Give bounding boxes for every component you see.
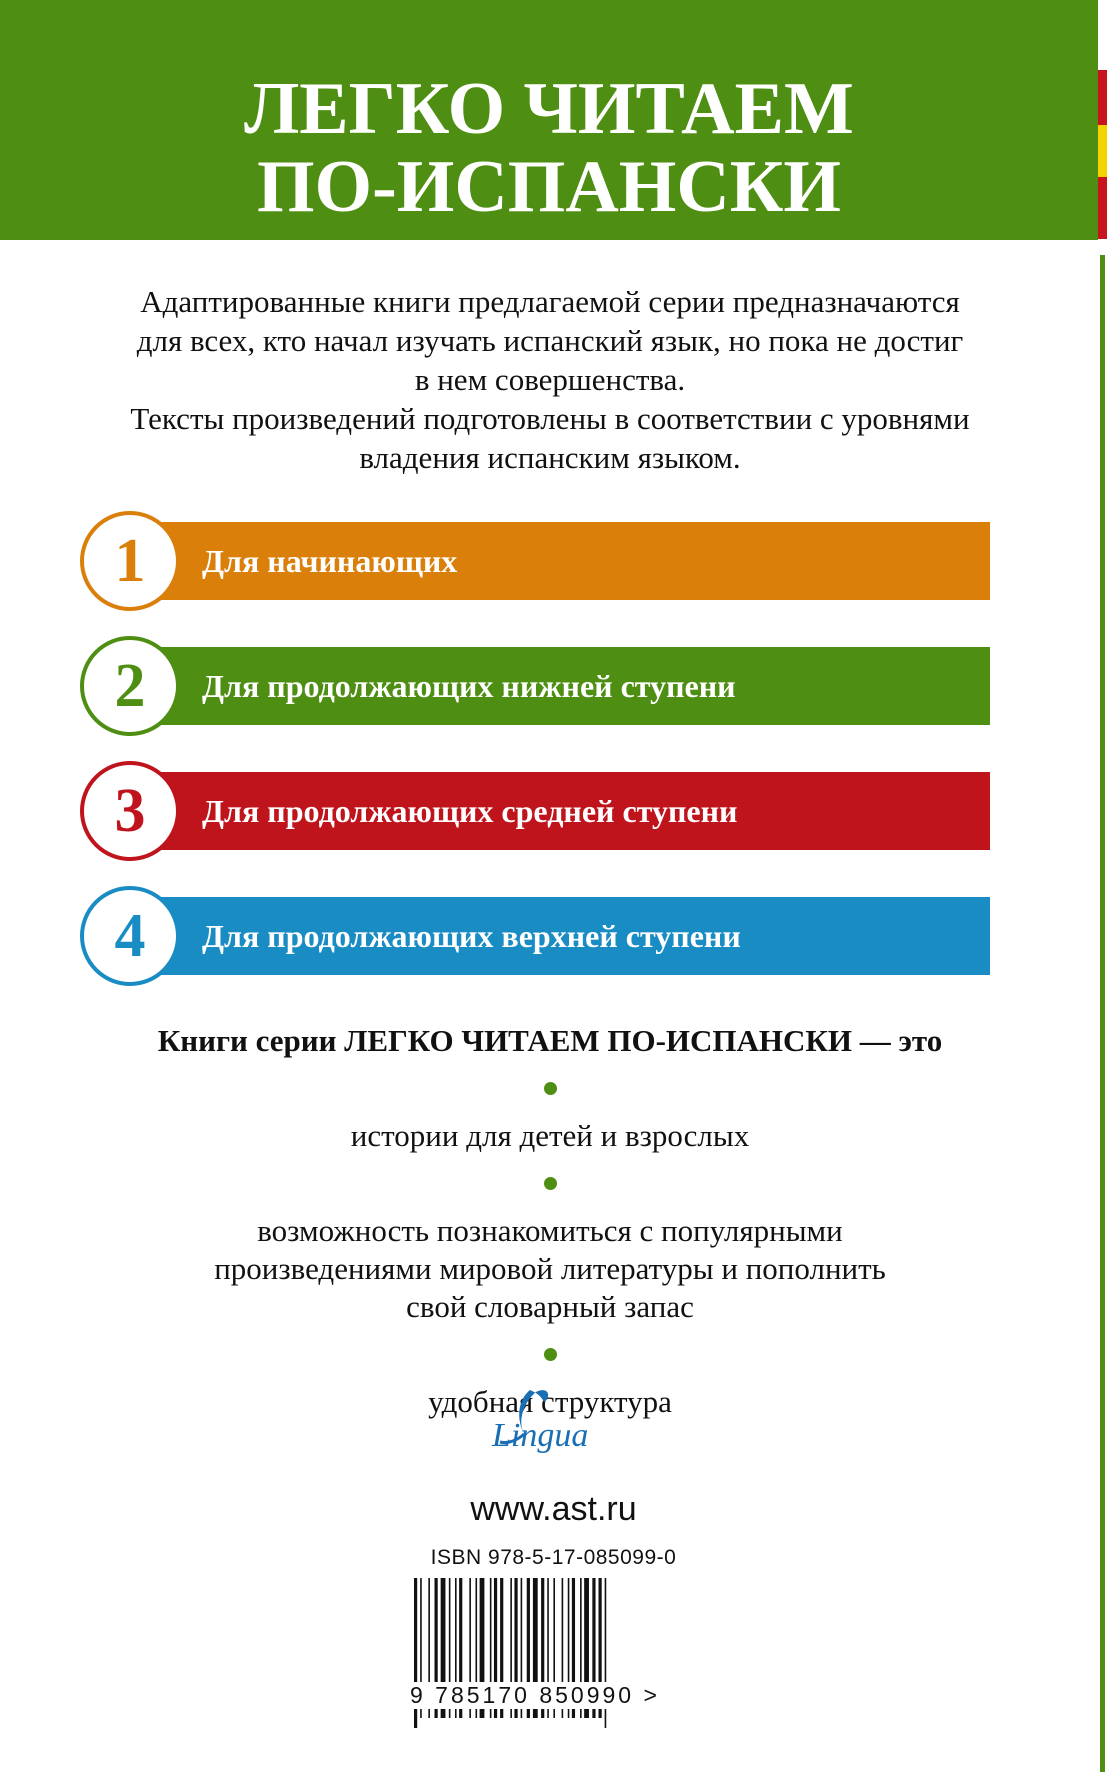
title-line-1: ЛЕГКО ЧИТАЕМ xyxy=(244,68,854,150)
intro-line: владения испанским языком. xyxy=(359,440,741,475)
feature-item: удобная структура xyxy=(428,1384,672,1419)
bullet-dot-icon xyxy=(544,1177,557,1190)
intro-line: для всех, кто начал изучать испанский язык, но пока не достиг xyxy=(136,323,964,358)
spanish-flag-red-bottom xyxy=(1098,177,1107,239)
level-1-label: Для начинающих xyxy=(202,543,458,579)
level-1 xyxy=(80,511,990,611)
series-title xyxy=(0,70,1098,226)
feature-item: истории для детей и взрослых xyxy=(350,1118,750,1153)
intro-line: Адаптированные книги предлагаемой серии предназначаются xyxy=(140,284,960,319)
features-list xyxy=(40,1022,1060,1421)
feature-item-line: возможность познакомиться с популярными xyxy=(257,1213,843,1248)
intro-line: в нем совершенства. xyxy=(414,362,686,397)
bullet-dot-icon xyxy=(544,1082,557,1095)
spanish-flag-yellow xyxy=(1098,125,1107,177)
feature-item-line: произведениями мировой литературы и пополнить xyxy=(214,1251,886,1286)
level-3 xyxy=(80,761,990,861)
spanish-flag-red-top xyxy=(1098,70,1107,125)
level-3-number-badge: 3 xyxy=(80,761,180,861)
isbn-text: ISBN 978-5-17-085099-0 xyxy=(430,1546,677,1569)
level-4-label: Для продолжающих верхней ступени xyxy=(202,918,741,954)
level-2 xyxy=(80,636,990,736)
level-2-label: Для продолжающих нижней ступени xyxy=(202,668,736,704)
level-2-number-badge: 2 xyxy=(80,636,180,736)
bullet-dot-icon xyxy=(544,1348,557,1361)
publisher-url[interactable]: www.ast.ru xyxy=(470,1490,637,1528)
title-line-2: ПО-ИСПАНСКИ xyxy=(257,146,841,228)
lingua-logo-text: Lingua xyxy=(492,1417,589,1454)
level-1-number-badge: 1 xyxy=(80,511,180,611)
level-4 xyxy=(80,886,990,986)
features-lead: Книги серии ЛЕГКО ЧИТАЕМ ПО-ИСПАНСКИ — это xyxy=(157,1023,943,1058)
intro-line: Тексты произведений подготовлены в соответствии с уровнями xyxy=(130,401,970,436)
intro-text xyxy=(40,282,1060,477)
level-3-label: Для продолжающих средней ступени xyxy=(202,793,738,829)
feature-item-line: свой словарный запас xyxy=(406,1289,694,1324)
lingua-logo-icon xyxy=(478,1382,608,1462)
spine-green-line xyxy=(1100,255,1105,1772)
barcode-digits: 9 785170 850990 > xyxy=(406,1682,700,1709)
level-4-number-badge: 4 xyxy=(80,886,180,986)
